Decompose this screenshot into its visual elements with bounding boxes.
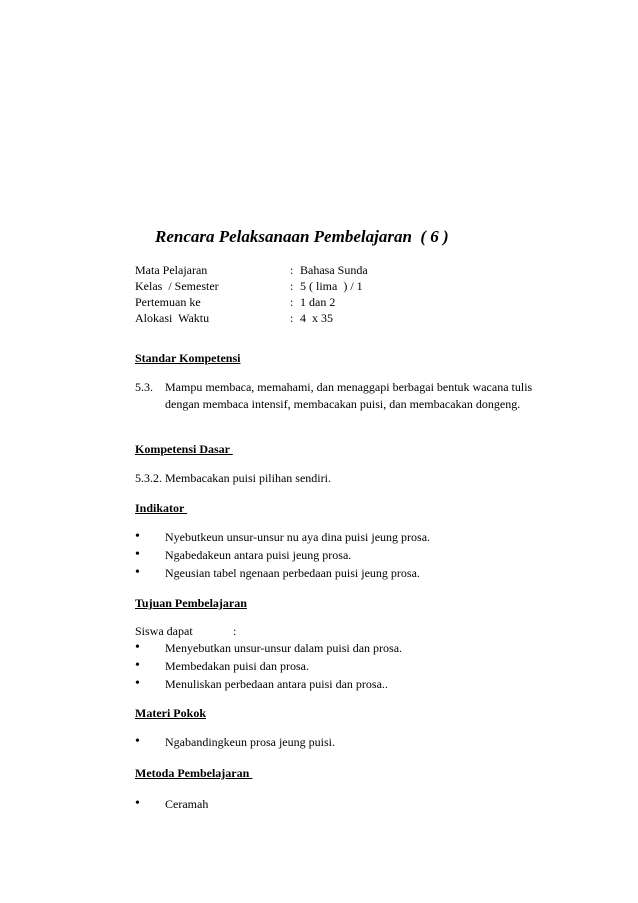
list-item-text: Ngabedakeun antara puisi jeung prosa. bbox=[165, 548, 352, 562]
standar-kompetensi-number: 5.3. bbox=[135, 380, 153, 394]
meta-value: 1 dan 2 bbox=[300, 295, 336, 309]
list-item bbox=[135, 734, 555, 752]
list-item-text: Menuliskan perbedaan antara puisi dan prosa.. bbox=[165, 677, 388, 691]
tujuan-intro-label: Siswa dapat bbox=[135, 624, 193, 638]
bullet-icon: • bbox=[135, 640, 140, 655]
heading-kompetensi-dasar: Kompetensi Dasar bbox=[135, 442, 233, 456]
bullet-icon: • bbox=[135, 529, 140, 544]
bullet-icon: • bbox=[135, 796, 140, 811]
tujuan-list bbox=[135, 623, 555, 694]
heading-metoda-pembelajaran: Metoda Pembelajaran bbox=[135, 766, 253, 780]
meta-colon: : bbox=[290, 295, 294, 309]
tujuan-intro bbox=[135, 623, 555, 640]
meta-label: Kelas / Semester bbox=[135, 279, 219, 293]
metoda-list bbox=[135, 796, 555, 814]
document-title: Rencara Pelaksanaan Pembelajaran ( 6 ) bbox=[155, 227, 449, 246]
meta-colon: : bbox=[290, 263, 294, 277]
list-item bbox=[135, 547, 555, 565]
list-item bbox=[135, 529, 555, 547]
meta-value: Bahasa Sunda bbox=[300, 263, 368, 277]
meta-value: 4 x 35 bbox=[300, 311, 333, 325]
bullet-icon: • bbox=[135, 565, 140, 580]
meta-value: 5 ( lima ) / 1 bbox=[300, 279, 363, 293]
meta-label: Mata Pelajaran bbox=[135, 263, 208, 277]
meta-colon: : bbox=[290, 311, 294, 325]
list-item-text: Menyebutkan unsur-unsur dalam puisi dan prosa. bbox=[165, 641, 403, 655]
indikator-list bbox=[135, 529, 555, 583]
tujuan-intro-colon: : bbox=[233, 624, 237, 638]
bullet-icon: • bbox=[135, 547, 140, 562]
materi-list bbox=[135, 734, 555, 752]
heading-standar-kompetensi: Standar Kompetensi bbox=[135, 351, 241, 365]
heading-indikator: Indikator bbox=[135, 501, 188, 515]
meta-colon: : bbox=[290, 279, 294, 293]
list-item bbox=[135, 565, 555, 583]
list-item bbox=[135, 676, 555, 694]
list-item bbox=[135, 658, 555, 676]
list-item bbox=[135, 640, 555, 658]
list-item-text: Ngabandingkeun prosa jeung puisi. bbox=[165, 735, 335, 749]
meta-label: Alokasi Waktu bbox=[135, 311, 210, 325]
meta-row bbox=[135, 294, 555, 310]
bullet-icon: • bbox=[135, 676, 140, 691]
meta-row bbox=[135, 278, 555, 294]
kompetensi-dasar-text: 5.3.2. Membacakan puisi pilihan sendiri. bbox=[135, 471, 331, 485]
list-item-text: Ceramah bbox=[165, 797, 209, 811]
bullet-icon: • bbox=[135, 734, 140, 749]
heading-tujuan-pembelajaran: Tujuan Pembelajaran bbox=[135, 596, 247, 610]
meta-label: Pertemuan ke bbox=[135, 295, 201, 309]
list-item-text: Ngeusian tabel ngenaan perbedaan puisi jeung prosa. bbox=[165, 566, 420, 580]
standar-kompetensi-text: Mampu membaca, memahami, dan menaggapi berbagai bentuk wacana tulis dengan membaca intensif, membacakan puisi, dan membacakan dongeng. bbox=[165, 380, 533, 411]
list-item bbox=[135, 796, 555, 814]
list-item-text: Nyebutkeun unsur-unsur nu aya dina puisi jeung prosa. bbox=[165, 530, 431, 544]
heading-materi-pokok: Materi Pokok bbox=[135, 706, 206, 720]
list-item-text: Membedakan puisi dan prosa. bbox=[165, 659, 309, 673]
meta-row bbox=[135, 262, 555, 278]
bullet-icon: • bbox=[135, 658, 140, 673]
meta-row bbox=[135, 310, 555, 326]
meta-table bbox=[135, 262, 555, 326]
